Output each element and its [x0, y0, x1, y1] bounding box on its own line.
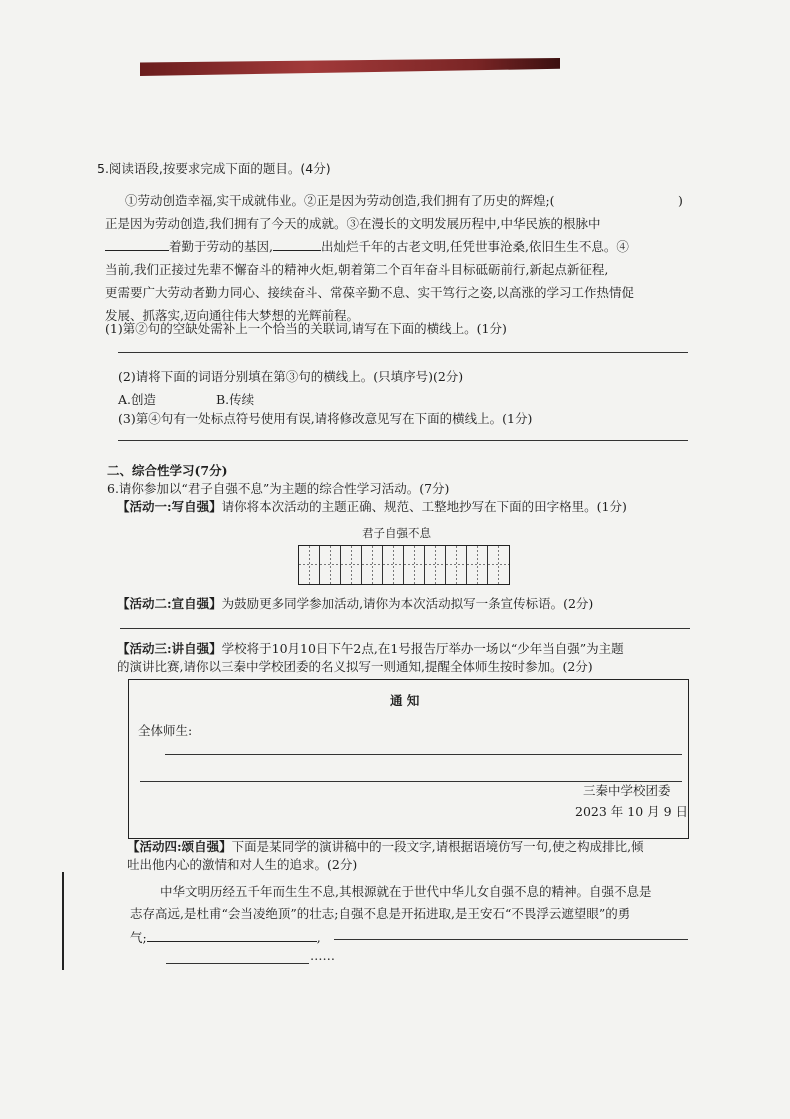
q5-line1: [125, 192, 555, 210]
notice-answer-line-1[interactable]: [165, 754, 682, 755]
section2-title: 二、综合性学习(7分): [107, 463, 228, 478]
q5-sub1-answer-line[interactable]: [118, 352, 688, 353]
imitation-blank-3[interactable]: [166, 963, 309, 964]
imitation-blank-1[interactable]: [147, 929, 317, 942]
imitation-blank-2[interactable]: [334, 939, 688, 940]
activity3-text-1: 学校将于10月10日下午2点,在1号报告厅举办一场以“少年当自强”为主题: [221, 641, 624, 656]
passage-line2: 志存高远,是杜甫“会当凌绝顶”的壮志;自强不息是开拓进取,是王安石“不畏浮云遮望眼”的勇: [130, 906, 631, 921]
activity1-text: 请你将本次活动的主题正确、规范、工整地抄写在下面的田字格里。(1分): [221, 499, 627, 514]
grid-cell[interactable]: [404, 546, 425, 584]
grid-cell[interactable]: [383, 546, 404, 584]
q6-title: 6.请你参加以“君子自强不息”为主题的综合性学习活动。(7分): [107, 481, 450, 496]
q6-activity3-line1: [117, 640, 624, 658]
passage-comma: ,: [316, 930, 321, 945]
activity4-tag: 【活动四:颂自强】: [127, 839, 232, 854]
grid-cell[interactable]: [341, 546, 362, 584]
grid-cell[interactable]: [362, 546, 383, 584]
q5-sub1: (1)第②句的空缺处需补上一个恰当的关联词,请写在下面的横线上。(1分): [105, 321, 507, 336]
margin-line: [62, 872, 64, 970]
grid-cell[interactable]: [299, 546, 320, 584]
q5-sub3: (3)第④句有一处标点符号使用有误,请将修改意见写在下面的横线上。(1分): [118, 411, 533, 426]
notice-salutation: 全体师生:: [138, 723, 193, 738]
q5-line4: 当前,我们正接过先辈不懈奋斗的精神火炬,朝着第二个百年奋斗目标砥砺前行,新起点新征程,: [105, 262, 609, 277]
q6-activity4-line2: 吐出他内心的激情和对人生的追求。(2分): [127, 857, 358, 872]
activity2-text: 为鼓励更多同学参加活动,请你为本次活动拟写一条宣传标语。(2分): [221, 596, 594, 611]
tianzige-grid[interactable]: [298, 545, 510, 585]
q6-activity2: [117, 595, 593, 613]
header-color-bar: [140, 58, 560, 76]
q6-activity1: [117, 498, 627, 516]
grid-cell[interactable]: [320, 546, 341, 584]
q5-sub2-option-a: A.创造: [118, 392, 157, 407]
activity1-tag: 【活动一:写自强】: [117, 499, 222, 514]
passage-line3: [130, 929, 321, 947]
notice-title: 通 知: [390, 693, 420, 708]
passage-line1: 中华文明历经五千年而生生不息,其根源就在于世代中华儿女自强不息的精神。自强不息是: [160, 884, 652, 899]
q6-activity3-line2: 的演讲比赛,请你以三秦中学校团委的名义拟写一则通知,提醒全体师生按时参加。(2分): [117, 659, 593, 674]
q5-sub3-answer-line[interactable]: [118, 440, 688, 441]
q5-line3-a: 着勤于劳动的基因,: [169, 239, 273, 254]
q5-sub2-option-b: B.传续: [216, 392, 255, 407]
activity3-tag: 【活动三:讲自强】: [117, 641, 222, 656]
notice-date: 2023 年 10 月 9 日: [575, 804, 689, 819]
activity2-tag: 【活动二:宣自强】: [117, 596, 222, 611]
grid-cell[interactable]: [446, 546, 467, 584]
q5-sub2: (2)请将下面的词语分别填在第③句的横线上。(只填序号)(2分): [118, 369, 464, 384]
grid-cell[interactable]: [488, 546, 509, 584]
notice-signer: 三秦中学校团委: [583, 783, 671, 798]
q5-line3: [105, 238, 629, 256]
q5-title: 5.阅读语段,按要求完成下面的题目。(4分): [97, 161, 331, 176]
activity4-text-1: 下面是某同学的演讲稿中的一段文字,请根据语境仿写一句,使之构成排比,倾: [231, 839, 644, 854]
activity2-answer-line[interactable]: [120, 628, 690, 629]
passage-line3-text: 气;: [130, 930, 147, 945]
q5-line2: 正是因为劳动创造,我们拥有了今天的成就。③在漫长的文明发展历程中,中华民族的根脉中: [105, 216, 601, 231]
passage-ellipsis: ……: [310, 948, 335, 963]
grid-cell[interactable]: [467, 546, 488, 584]
q5-line3-b: 出灿烂千年的古老文明,任凭世事沧桑,依旧生生不息。④: [320, 239, 629, 254]
grid-cell[interactable]: [425, 546, 446, 584]
q5-blank-1[interactable]: [105, 238, 169, 251]
q5-line1-text: ①劳动创造幸福,实干成就伟业。②正是因为劳动创造,我们拥有了历史的辉煌;(: [125, 193, 555, 208]
grid-caption: 君子自强不息: [362, 526, 431, 540]
q5-blank-2[interactable]: [273, 238, 321, 251]
q5-line6: 发展、抓落实,迈向通往伟大梦想的光辉前程。: [105, 308, 359, 323]
q6-activity4-line1: [127, 838, 644, 856]
q5-paren-close: ): [678, 193, 683, 208]
q5-line5: 更需要广大劳动者勤力同心、接续奋斗、常葆辛勤不息、实干笃行之姿,以高涨的学习工作热情促: [105, 285, 634, 300]
